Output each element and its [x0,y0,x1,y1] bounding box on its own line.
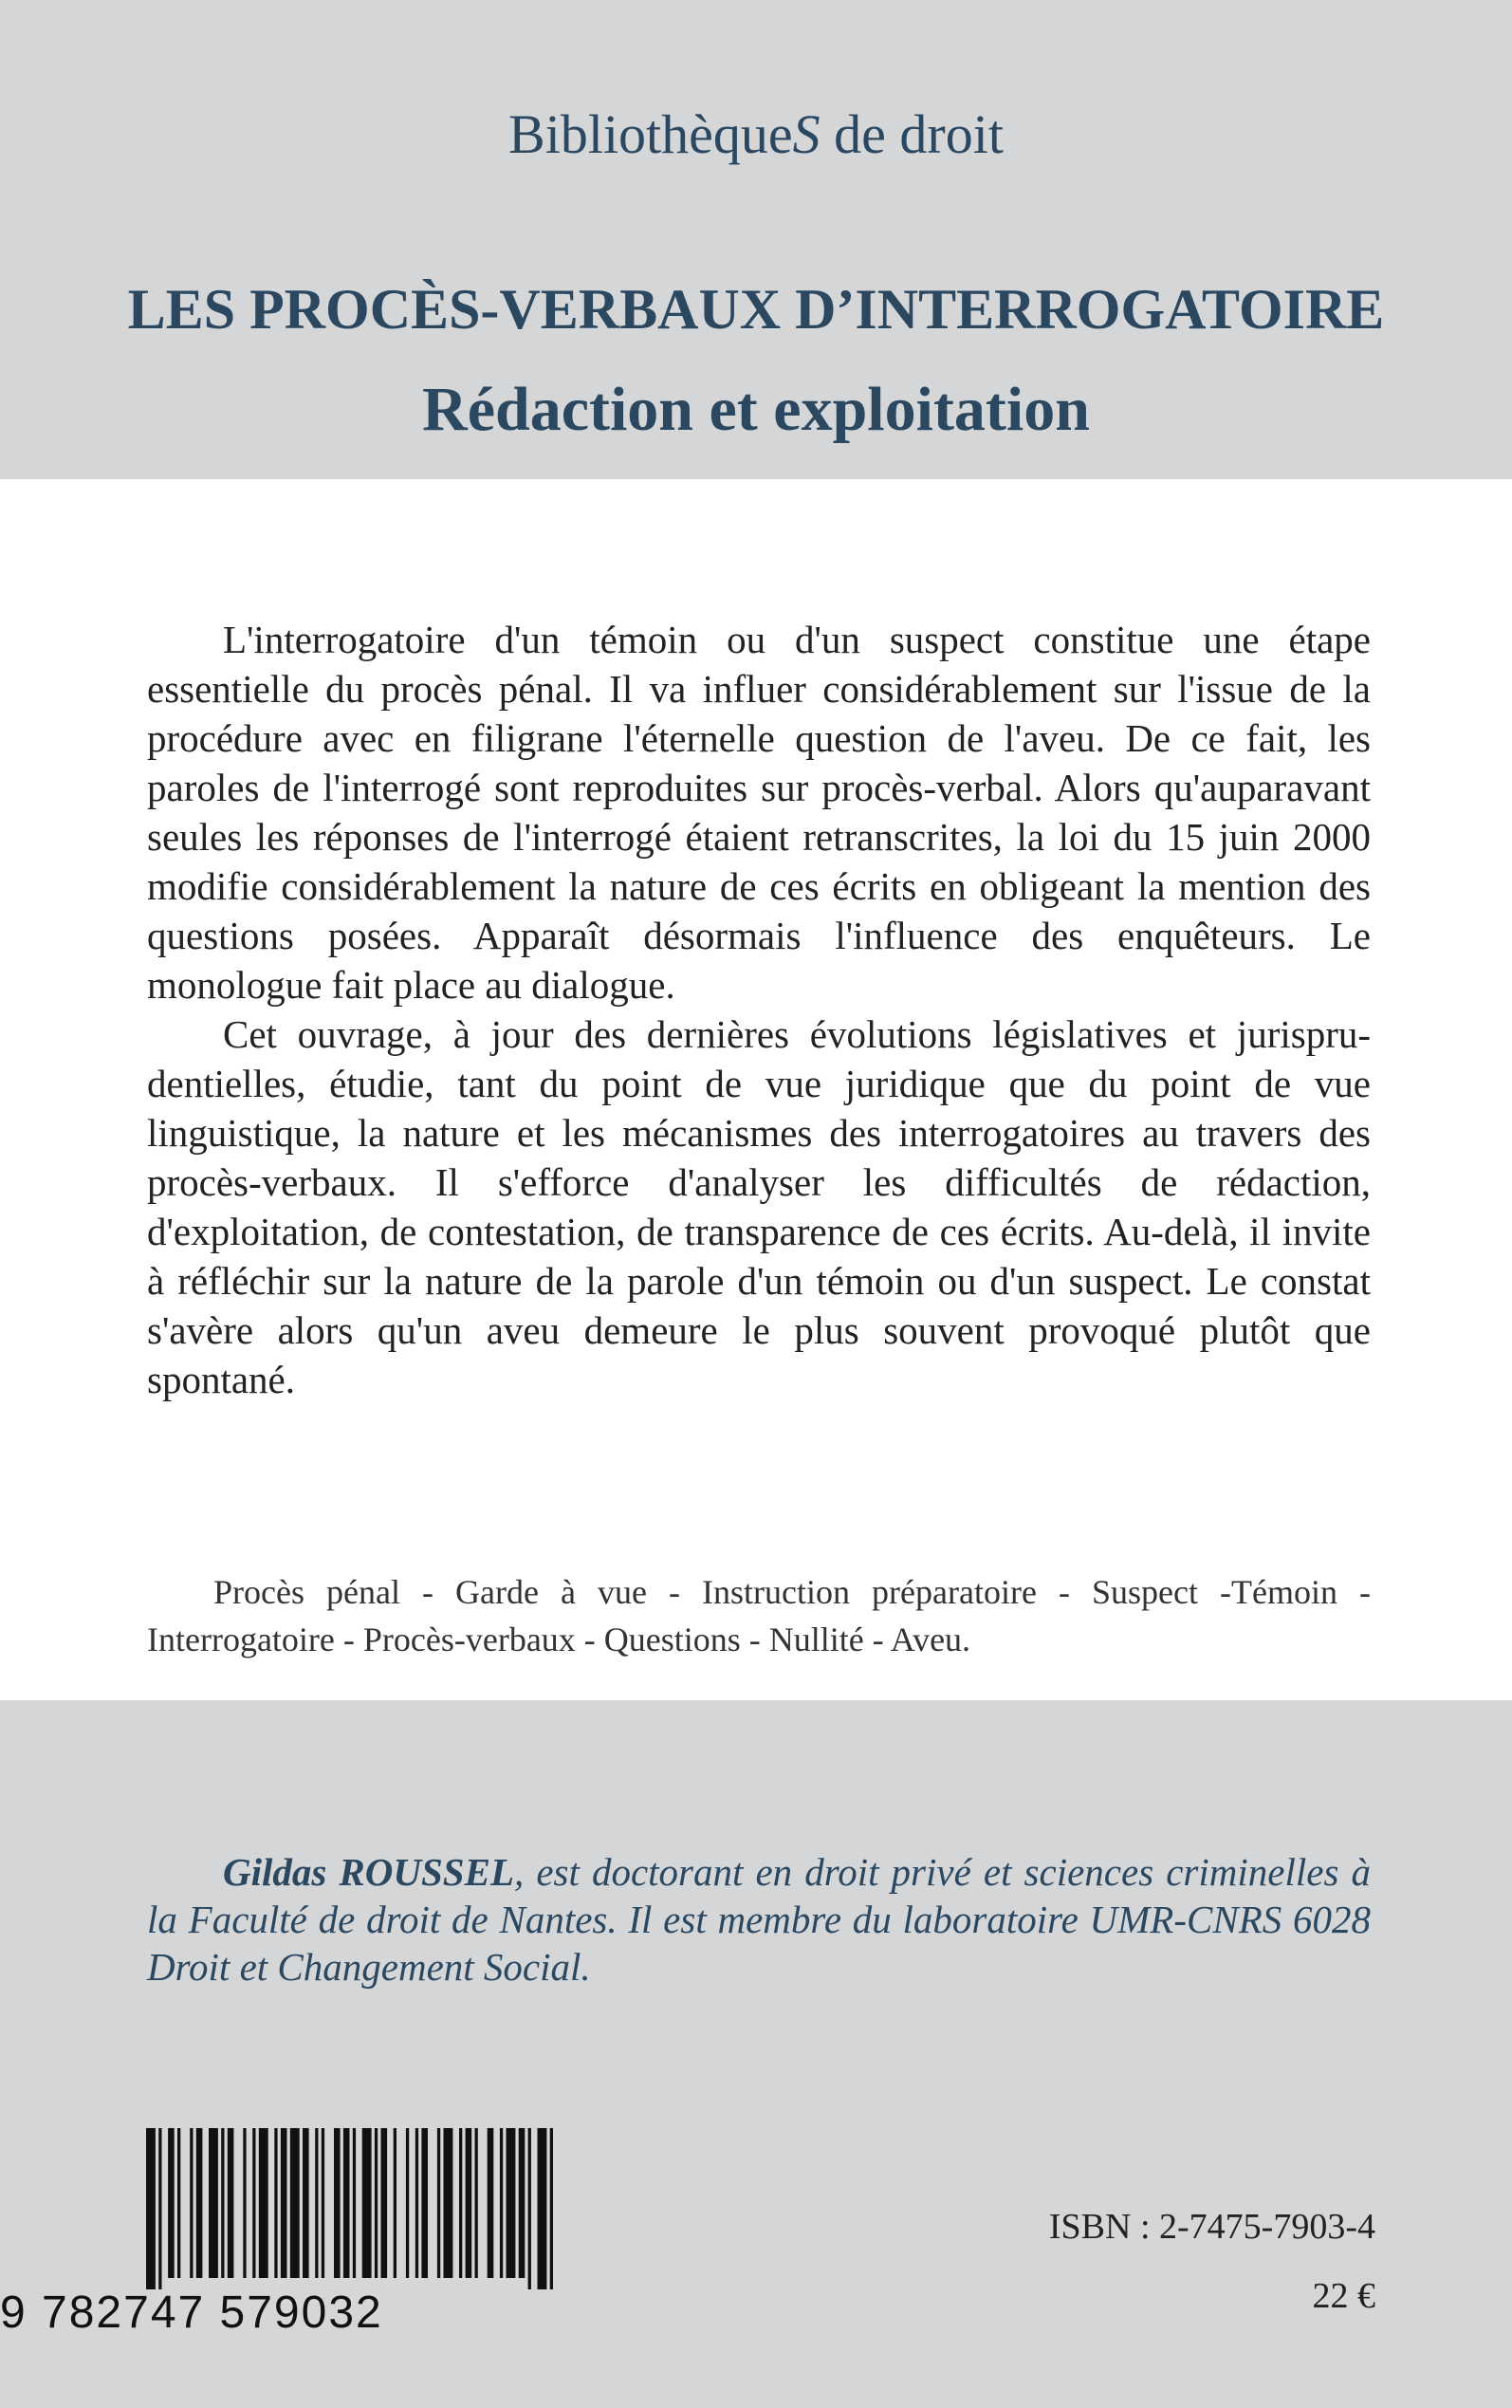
barcode-bars [142,2128,556,2289]
barcode-digits: 9 782747 579032 [0,2288,383,2338]
barcode-bar [196,2128,203,2278]
barcode-bar [421,2128,428,2278]
series-name: BibliothèqueS de droit [508,103,1004,165]
barcode-bar [252,2128,255,2278]
barcode-bar [303,2128,309,2278]
author-bio [147,1848,1371,1991]
barcode-bar [437,2128,440,2278]
barcode-bar [528,2128,531,2289]
barcode-bar [281,2128,287,2278]
barcode-bar [274,2128,277,2278]
barcode-bar [259,2128,268,2278]
barcode-bar [394,2128,396,2278]
barcode-bar [507,2128,516,2278]
price: 22 € [1312,2276,1375,2316]
keywords-list: Procès pénal - Garde à vue - Instruction préparatoire - Suspect -Témoin - Interrogatoire - Procès-verbaux - Questions - Nullité - Aveu. [147,1573,1371,1658]
summary-paragraph: Cet ouvrage, à jour des dernières évolutions législatives et jurispru-dentielles, étudie, tant du point de vue juridique que du point de vue linguistique, la nature et les mécanismes des interrogatoires au travers des procès-verbaux. Il s'efforce d'analyser les difficultés de rédaction, d'exploitation, de contestation, de transparence de ces écrits. Au-delà, il invite à réfléchir sur la nature de la parole d'un témoin ou d'un suspect. Le constat s'avère alors qu'un aveu demeure le plus souvent provoqué plutôt que spontané. [147,1012,1371,1401]
barcode-bar [315,2128,318,2278]
barcode-bar [444,2128,453,2278]
barcode-bar [459,2128,462,2278]
isbn: ISBN : 2-7475-7903-4 [1048,2207,1375,2247]
barcode-bar [190,2128,193,2278]
barcode-bar [243,2128,246,2278]
barcode-bar [519,2128,526,2278]
barcode-bar [406,2128,409,2278]
barcode-bar [375,2128,378,2278]
barcode-bar [488,2128,494,2278]
barcode-bar [466,2128,472,2278]
barcode-bar [209,2128,218,2278]
author-description: , est doctorant en droit privé et sciences criminelles à la Faculté de droit de Nantes. Il est membre du laboratoire UMR-CNRS 6028 Droit et Changement Social. [147,1850,1371,1989]
barcode-bar [415,2128,418,2278]
barcode-bar [500,2128,503,2278]
barcode-bar [221,2128,224,2278]
barcode-bar [381,2128,388,2278]
barcode-bar [550,2128,553,2289]
barcode-bar [362,2128,372,2278]
barcode-bar [353,2128,356,2278]
barcode-bar [146,2128,156,2289]
book-title: LES PROCÈS-VERBAUX D’INTERROGATOIRE [127,278,1385,341]
author-name: Gildas ROUSSEL [223,1850,514,1894]
barcode-bar [343,2128,350,2278]
barcode-bar [177,2128,180,2278]
summary-text [147,615,1371,1404]
barcode-bar [322,2128,324,2278]
barcode-bar [228,2128,234,2278]
barcode-bar [334,2128,341,2278]
book-subtitle: Rédaction et exploitation [422,375,1090,444]
summary-paragraph: L'interrogatoire d'un témoin ou d'un suspect constitue une étape essentielle du procès pénal. Il va influer considérablement sur l'issue de la procédure avec en filigrane l'éternelle question de l'aveu. De ce fait, les paroles de l'interrogé sont reproduites sur procès-verbal. Alors qu'auparavant seules les réponses de l'interrogé étaient retranscrites, la loi du 15 juin 2000 modifie considérablement la nature de ces écrits en obligeant la mention des questions posées. Apparaît désormais l'influence des enquêteurs. Le monologue fait place au dialogue. [147,618,1371,1007]
barcode-bar [475,2128,478,2278]
barcode-bar [538,2128,547,2289]
barcode-bar [158,2128,161,2289]
barcode-bar [168,2128,175,2278]
barcode-icon [142,2128,556,2308]
barcode-bar [290,2128,300,2278]
